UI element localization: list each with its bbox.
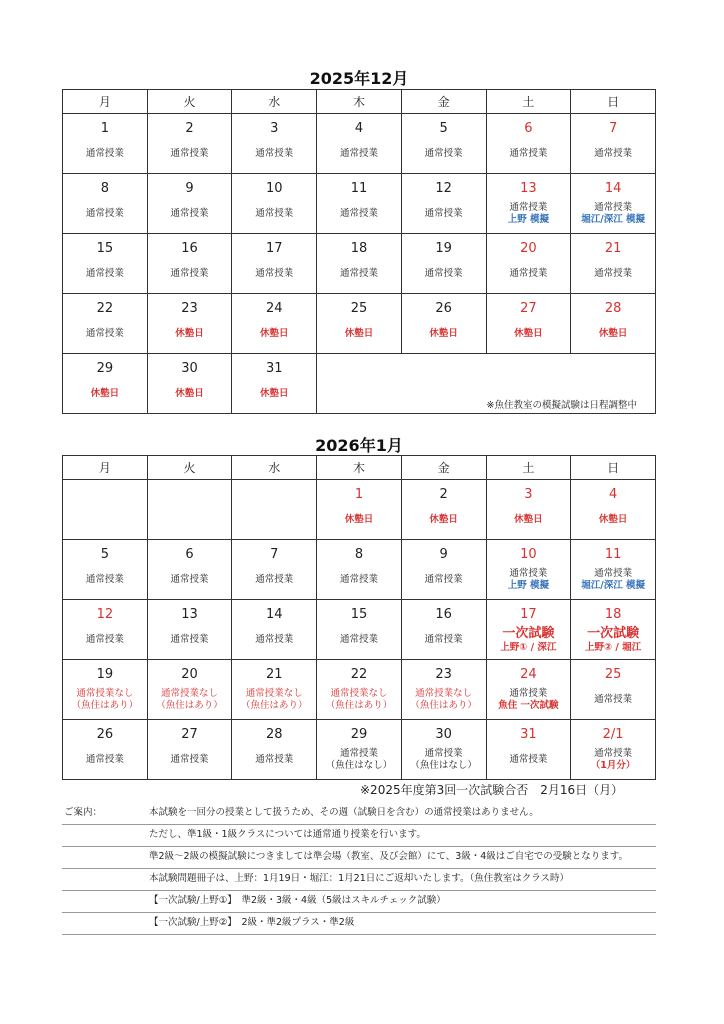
info-row <box>62 846 656 869</box>
day-number: 11 <box>350 181 368 196</box>
day-cell <box>232 660 317 720</box>
day-cell <box>147 174 232 234</box>
day-number: 3 <box>270 121 279 136</box>
day-note: 通常授業 <box>255 634 294 645</box>
day-note: 通常授業 <box>594 148 633 159</box>
day-number: 15 <box>96 241 114 256</box>
weekday-sat: 土 <box>486 90 571 114</box>
day-cell <box>571 660 656 720</box>
week-row <box>63 234 656 294</box>
closed-day-note: 休塾日 <box>90 388 120 399</box>
info-line: 本試験問題冊子は、上野：1月19日・堀江：1月21日にご返却いたします。（魚住教室はクラス時） <box>149 873 569 884</box>
december-title: 2025年12月 <box>309 69 409 88</box>
day-number: 20 <box>181 667 198 682</box>
weekday-tue: 火 <box>147 90 232 114</box>
day-note: 通常授業 <box>424 268 463 279</box>
day-cell <box>317 540 402 600</box>
closed-day-note: 休塾日 <box>514 328 543 339</box>
weekday-fri: 金 <box>401 456 486 480</box>
weekday-fri: 金 <box>401 90 486 114</box>
january-portion-note: （1月分） <box>590 760 636 771</box>
week-row <box>63 480 656 540</box>
day-note: 通常授業 <box>170 148 209 159</box>
day-note: 通常授業 <box>339 208 378 219</box>
day-cell <box>571 114 656 174</box>
day-cell <box>486 234 571 294</box>
day-note: 通常授業 <box>339 148 378 159</box>
day-note: 通常授業 <box>509 268 548 279</box>
info-line: 準2級～2級の模擬試験につきましては準会場（教室、及び会館）にて、3級・4級はご自宅での受験となります。 <box>149 851 629 862</box>
day-number: 5 <box>439 121 448 136</box>
day-number: 1 <box>100 121 109 136</box>
day-cell <box>232 540 317 600</box>
day-number: 20 <box>520 241 537 256</box>
day-number: 15 <box>350 607 368 622</box>
day-cell <box>232 354 317 414</box>
week-row <box>63 174 656 234</box>
day-number: 7 <box>608 121 618 136</box>
uozumi-note: （魚住はあり） <box>241 700 308 711</box>
day-cell <box>63 720 148 780</box>
day-cell <box>571 174 656 234</box>
exam-result-date: ※2025年度第3回一次試験合否 2月16日（月） <box>360 783 624 797</box>
day-number: 23 <box>181 301 198 316</box>
day-cell <box>486 600 571 660</box>
day-number: 6 <box>185 547 194 562</box>
day-note: 通常授業 <box>255 208 294 219</box>
info-line: ただし、準1級・1級クラスについては通常通り授業を行います。 <box>149 829 426 840</box>
uozumi-note: （魚住はあり） <box>410 700 477 711</box>
weekday-header-row <box>63 456 656 480</box>
day-cell <box>63 540 148 600</box>
day-number: 17 <box>520 607 537 622</box>
day-note: 通常授業 <box>85 574 124 585</box>
week-row <box>63 114 656 174</box>
january-calendar <box>62 455 656 780</box>
day-cell <box>317 294 402 354</box>
day-note: 通常授業 <box>85 208 124 219</box>
day-cell <box>63 354 148 414</box>
day-cell <box>401 600 486 660</box>
day-cell <box>147 720 232 780</box>
closed-day-note: 休塾日 <box>175 388 204 399</box>
day-cell <box>317 114 402 174</box>
first-exam-label: 一次試験 <box>587 626 640 641</box>
day-number: 10 <box>265 181 283 196</box>
day-number: 28 <box>604 301 622 316</box>
day-number: 25 <box>604 667 622 682</box>
day-note: 通常授業 <box>509 688 548 699</box>
day-cell <box>486 114 571 174</box>
day-cell <box>486 294 571 354</box>
day-note: 通常授業 <box>339 634 378 645</box>
day-number: 11 <box>604 547 622 562</box>
info-line: 【一次試験/上野②】 2級・準2級プラス・準2級 <box>149 917 355 928</box>
closed-day-note: 休塾日 <box>260 328 289 339</box>
day-note: 通常授業 <box>255 148 294 159</box>
exam-venue-note: 上野② / 堀江 <box>585 642 642 653</box>
day-number: 31 <box>520 727 537 742</box>
info-row <box>62 868 656 891</box>
day-note: 通常授業 <box>424 574 463 585</box>
day-note: 通常授業 <box>170 634 209 645</box>
day-cell <box>401 294 486 354</box>
no-class-note: 通常授業なし <box>330 688 388 699</box>
exam-venue-note: 魚住 一次試験 <box>498 700 559 711</box>
week-row <box>63 660 656 720</box>
day-cell <box>317 234 402 294</box>
day-number: 16 <box>181 241 198 256</box>
closed-day-note: 休塾日 <box>344 514 374 525</box>
weekday-wed: 水 <box>232 456 317 480</box>
day-number: 12 <box>435 181 452 196</box>
info-label: ご案内： <box>64 807 103 818</box>
closed-day-note: 休塾日 <box>598 514 628 525</box>
day-note: 通常授業 <box>85 268 124 279</box>
december-note-cell <box>317 354 656 414</box>
weekday-wed: 水 <box>232 90 317 114</box>
day-number: 24 <box>265 301 283 316</box>
day-note: 通常授業 <box>339 268 378 279</box>
closed-day-note: 休塾日 <box>429 328 458 339</box>
empty-day-cell <box>63 480 148 540</box>
day-cell <box>232 600 317 660</box>
info-line: 本試験を一回分の授業として扱うため、その週（試験日を含む）の通常授業はありません。 <box>149 807 539 818</box>
closed-day-note: 休塾日 <box>260 388 289 399</box>
exam-venue-note: 上野① / 深江 <box>500 642 557 653</box>
day-number: 21 <box>265 667 283 682</box>
weekday-mon: 月 <box>63 90 148 114</box>
day-cell <box>147 114 232 174</box>
no-class-note: 通常授業なし <box>161 688 219 699</box>
day-number: 26 <box>96 727 114 742</box>
day-cell <box>486 540 571 600</box>
day-cell <box>317 720 402 780</box>
day-note: 通常授業 <box>594 694 633 705</box>
day-cell <box>571 234 656 294</box>
day-number: 28 <box>265 727 283 742</box>
day-cell <box>232 114 317 174</box>
day-note: 通常授業 <box>339 574 378 585</box>
day-number: 29 <box>350 727 368 742</box>
day-note: 通常授業 <box>85 328 124 339</box>
uozumi-note: （魚住はあり） <box>156 700 223 711</box>
day-number: 21 <box>604 241 622 256</box>
day-cell <box>232 234 317 294</box>
day-note: 通常授業 <box>509 148 548 159</box>
day-cell <box>571 600 656 660</box>
day-number: 22 <box>96 301 114 316</box>
day-note: 通常授業 <box>594 568 633 579</box>
day-number: 19 <box>435 241 452 256</box>
day-note: 通常授業 <box>170 268 209 279</box>
day-cell <box>401 720 486 780</box>
day-cell <box>63 600 148 660</box>
empty-day-cell <box>232 480 317 540</box>
day-number: 30 <box>435 727 452 742</box>
day-note: 通常授業 <box>85 148 124 159</box>
day-note: 通常授業 <box>509 202 548 213</box>
day-number: 27 <box>520 301 537 316</box>
weekday-thu: 木 <box>317 90 402 114</box>
day-number: 1 <box>354 487 364 502</box>
info-row <box>62 802 656 825</box>
info-row <box>62 824 656 847</box>
uozumi-note: （魚住はなし） <box>410 760 477 771</box>
no-class-note: 通常授業なし <box>415 688 473 699</box>
day-number: 2 <box>439 487 448 502</box>
day-number: 14 <box>604 181 622 196</box>
day-note: 通常授業 <box>424 148 463 159</box>
day-cell <box>63 294 148 354</box>
day-cell <box>317 660 402 720</box>
day-note: 通常授業 <box>509 754 548 765</box>
december-calendar <box>62 89 656 414</box>
day-note: 通常授業 <box>594 268 633 279</box>
day-cell <box>486 480 571 540</box>
mock-exam-note: 堀江/深江 模擬 <box>581 580 645 591</box>
weekday-thu: 木 <box>317 456 402 480</box>
day-cell <box>147 294 232 354</box>
day-note: 通常授業 <box>85 634 124 645</box>
day-number: 18 <box>350 241 368 256</box>
weekday-sun: 日 <box>571 456 656 480</box>
day-number: 3 <box>524 487 533 502</box>
no-class-note: 通常授業なし <box>76 688 134 699</box>
closed-day-note: 休塾日 <box>344 328 374 339</box>
weekday-mon: 月 <box>63 456 148 480</box>
day-cell <box>401 660 486 720</box>
closed-day-note: 休塾日 <box>429 514 458 525</box>
day-cell <box>232 174 317 234</box>
day-number: 9 <box>439 547 448 562</box>
day-number: 25 <box>350 301 368 316</box>
day-number: 30 <box>181 361 198 376</box>
info-row <box>62 912 656 935</box>
info-line: 【一次試験/上野①】 準2級・3級・4級（5級はスキルチェック試験） <box>149 895 446 906</box>
day-cell <box>317 600 402 660</box>
day-number: 5 <box>100 547 109 562</box>
day-number: 17 <box>265 241 283 256</box>
day-note: 通常授業 <box>339 748 378 759</box>
day-cell <box>63 114 148 174</box>
day-number: 9 <box>185 181 194 196</box>
day-cell <box>571 540 656 600</box>
day-note: 通常授業 <box>170 208 209 219</box>
day-note: 通常授業 <box>255 268 294 279</box>
weekday-tue: 火 <box>147 456 232 480</box>
day-cell <box>401 114 486 174</box>
day-number: 31 <box>265 361 283 376</box>
day-cell <box>63 660 148 720</box>
mock-exam-note: 堀江/深江 模擬 <box>581 214 645 225</box>
day-cell <box>486 174 571 234</box>
uozumi-note: （魚住はあり） <box>71 700 139 711</box>
day-cell <box>232 720 317 780</box>
day-number: 8 <box>354 547 364 562</box>
day-cell <box>486 720 571 780</box>
day-note: 通常授業 <box>85 754 124 765</box>
mock-exam-schedule-note: ※魚住教室の模擬試験は日程調整中 <box>486 400 637 411</box>
day-number: 26 <box>435 301 452 316</box>
day-note: 通常授業 <box>594 748 633 759</box>
day-cell <box>401 540 486 600</box>
day-number: 19 <box>96 667 114 682</box>
day-number: 13 <box>181 607 198 622</box>
day-note: 通常授業 <box>424 634 463 645</box>
closed-day-note: 休塾日 <box>514 514 543 525</box>
day-cell <box>317 480 402 540</box>
day-note: 通常授業 <box>255 754 294 765</box>
day-number: 13 <box>520 181 537 196</box>
day-cell <box>147 234 232 294</box>
day-cell <box>147 660 232 720</box>
day-number: 14 <box>265 607 283 622</box>
day-cell <box>232 294 317 354</box>
day-number: 7 <box>270 547 279 562</box>
day-cell <box>571 720 656 780</box>
day-number: 4 <box>354 121 364 136</box>
day-note: 通常授業 <box>424 208 463 219</box>
weekday-header-row <box>63 90 656 114</box>
info-row <box>62 890 656 913</box>
first-exam-label: 一次試験 <box>502 626 555 641</box>
day-cell <box>317 174 402 234</box>
day-number: 16 <box>435 607 452 622</box>
uozumi-note: （魚住はなし） <box>325 760 393 771</box>
january-title: 2026年1月 <box>315 436 403 455</box>
day-number: 6 <box>524 121 533 136</box>
week-row <box>63 600 656 660</box>
closed-day-note: 休塾日 <box>598 328 628 339</box>
day-note: 通常授業 <box>424 748 463 759</box>
week-row <box>63 354 656 414</box>
uozumi-note: （魚住はあり） <box>325 700 393 711</box>
day-note: 通常授業 <box>170 754 209 765</box>
day-number: 18 <box>604 607 622 622</box>
day-note: 通常授業 <box>170 574 209 585</box>
day-number: 2 <box>185 121 194 136</box>
day-cell <box>63 234 148 294</box>
day-number: 2/1 <box>602 727 624 742</box>
empty-day-cell <box>147 480 232 540</box>
day-note: 通常授業 <box>594 202 633 213</box>
day-cell <box>63 174 148 234</box>
closed-day-note: 休塾日 <box>175 328 204 339</box>
day-number: 8 <box>100 181 109 196</box>
day-number: 22 <box>350 667 368 682</box>
day-cell <box>401 480 486 540</box>
no-class-note: 通常授業なし <box>245 688 303 699</box>
day-note: 通常授業 <box>255 574 294 585</box>
day-number: 29 <box>96 361 114 376</box>
week-row <box>63 720 656 780</box>
weekday-sun: 日 <box>571 90 656 114</box>
day-cell <box>147 600 232 660</box>
mock-exam-note: 上野 模擬 <box>507 580 550 591</box>
day-cell <box>147 540 232 600</box>
day-number: 24 <box>520 667 537 682</box>
day-cell <box>147 354 232 414</box>
day-cell <box>401 174 486 234</box>
day-number: 23 <box>435 667 452 682</box>
day-cell <box>571 294 656 354</box>
day-number: 12 <box>96 607 114 622</box>
day-cell <box>401 234 486 294</box>
day-cell <box>486 660 571 720</box>
day-number: 27 <box>181 727 198 742</box>
day-number: 4 <box>608 487 618 502</box>
week-row <box>63 294 656 354</box>
weekday-sat: 土 <box>486 456 571 480</box>
day-cell <box>571 480 656 540</box>
day-number: 10 <box>520 547 537 562</box>
day-note: 通常授業 <box>509 568 548 579</box>
mock-exam-note: 上野 模擬 <box>507 214 550 225</box>
week-row <box>63 540 656 600</box>
